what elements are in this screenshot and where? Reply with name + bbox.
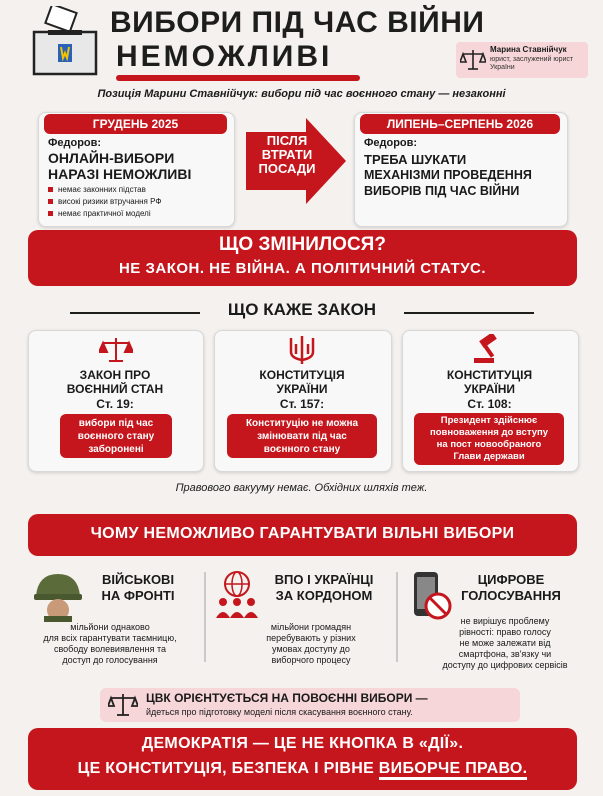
law-card-1-name: ЗАКОН ПРО ВОЄННИЙ СТАН xyxy=(66,368,164,396)
gavel-icon xyxy=(470,334,506,369)
cvk-title: ЦВК ОРІЄНТУЄТЬСЯ НА ПОВОЄННІ ВИБОРИ — xyxy=(146,691,428,705)
why-col-2-head: ВПО І УКРАЇНЦІ ЗА КОРДОНОМ xyxy=(274,572,374,603)
law-title: ЩО КАЖЕ ЗАКОН xyxy=(227,300,377,319)
author-description: юрист, заслужений юрист України xyxy=(490,56,574,71)
bullet-1: немає законних підстав xyxy=(48,185,146,195)
divider-left xyxy=(70,312,200,314)
people-globe-icon xyxy=(214,570,260,625)
ballot-box-icon xyxy=(28,6,102,76)
why-col-1-text: мільйони однаково для всіх гарантувати таємницю, свободу волевиявлення та доступ до голосування xyxy=(43,622,177,665)
headline-left-1: ОНЛАЙН-ВИБОРИ xyxy=(48,150,175,166)
law-card-3-text: Президент здійснює повноваження до вступу на пост новообраного Глави держави xyxy=(414,413,564,465)
law-card-1-article: Ст. 19: xyxy=(96,397,134,411)
scales-icon xyxy=(99,336,133,369)
headline-right-3: ВИБОРІВ ПІД ЧАС ВІЙНИ xyxy=(364,184,520,198)
divider-vertical-1 xyxy=(204,572,206,662)
bullet-3: немає практичної моделі xyxy=(48,209,151,219)
subtitle xyxy=(0,88,603,100)
headline-left-2: НАРАЗІ НЕМОЖЛИВІ xyxy=(48,166,192,182)
why-col-1-head: ВІЙСЬКОВІ НА ФРОНТІ xyxy=(101,572,175,603)
page-title-emphasis: НЕМОЖЛИВІ xyxy=(116,40,333,73)
scales-icon xyxy=(108,692,138,723)
law-card-2-name: КОНСТИТУЦІЯ УКРАЇНИ xyxy=(259,368,345,396)
law-card-3-article: Ст. 108: xyxy=(467,397,512,411)
date-badge-left: ГРУДЕНЬ 2025 xyxy=(44,114,227,134)
law-card-3-name: КОНСТИТУЦІЯ УКРАЇНИ xyxy=(446,368,533,396)
soldier-helmet-icon xyxy=(30,570,86,627)
headline-right-2: МЕХАНІЗМИ ПРОВЕДЕННЯ xyxy=(364,168,532,182)
speaker-left: Федоров: xyxy=(48,137,102,149)
divider-vertical-2 xyxy=(396,572,398,662)
footer-line-2: ЦЕ КОНСТИТУЦІЯ, БЕЗПЕКА І РІВНЕ ВИБОРЧЕ ПРАВО. xyxy=(28,760,577,778)
title-underline xyxy=(116,75,360,81)
why-col-2-text: мільйони громадян перебувають у різних умовах доступу до виборчого процесу xyxy=(266,622,356,665)
law-card-2-text: Конституцію не можна змінювати під час воєнного стану xyxy=(227,414,377,458)
why-title: ЧОМУ НЕМОЖЛИВО ГАРАНТУВАТИ ВІЛЬНІ ВИБОРИ xyxy=(90,525,515,542)
headline-right-1: ТРЕБА ШУКАТИ xyxy=(364,152,467,167)
divider-right xyxy=(404,312,534,314)
subtitle-emphasis: незаконні xyxy=(452,88,506,100)
arrow-label: ПІСЛЯ ВТРАТИ ПОСАДИ xyxy=(258,133,316,176)
cvk-text: йдеться про підготовку моделі після скасування воєнного стану. xyxy=(146,707,413,717)
author-name: Марина Ставнійчук xyxy=(490,45,567,54)
subtitle-text: Позиція Марини Ставнійчук: вибори під час воєнного стану — xyxy=(97,88,453,100)
why-col-3-head: ЦИФРОВЕ ГОЛОСУВАННЯ xyxy=(461,572,561,603)
footer-line-1: ДЕМОКРАТІЯ — ЦЕ НЕ КНОПКА В «ДІЇ». xyxy=(141,735,464,752)
law-card-2-article: Ст. 157: xyxy=(279,397,325,411)
changed-text: НЕ ЗАКОН. НЕ ВІЙНА. А ПОЛІТИЧНИЙ СТАТУС. xyxy=(118,260,487,277)
date-badge-right: ЛИПЕНЬ–СЕРПЕНЬ 2026 xyxy=(360,114,560,134)
changed-title: ЩО ЗМІНИЛОСЯ? xyxy=(219,234,386,255)
law-card-1-text: вибори під час воєнного стану заборонені xyxy=(60,414,172,458)
speaker-right: Федоров: xyxy=(364,137,418,149)
why-col-3-text: не вирішує проблему рівності: право голосу не може залежати від смартфона, зв'язку чи доступу до цифрових сервісів xyxy=(442,616,568,670)
scales-icon xyxy=(460,48,486,77)
bullet-2: високі ризики втручання РФ xyxy=(48,197,161,207)
page-title: ВИБОРИ ПІД ЧАС ВІЙНИ xyxy=(110,6,485,39)
law-note: Правового вакууму немає. Обхідних шляхів теж. xyxy=(175,482,428,494)
trident-icon xyxy=(287,334,317,371)
